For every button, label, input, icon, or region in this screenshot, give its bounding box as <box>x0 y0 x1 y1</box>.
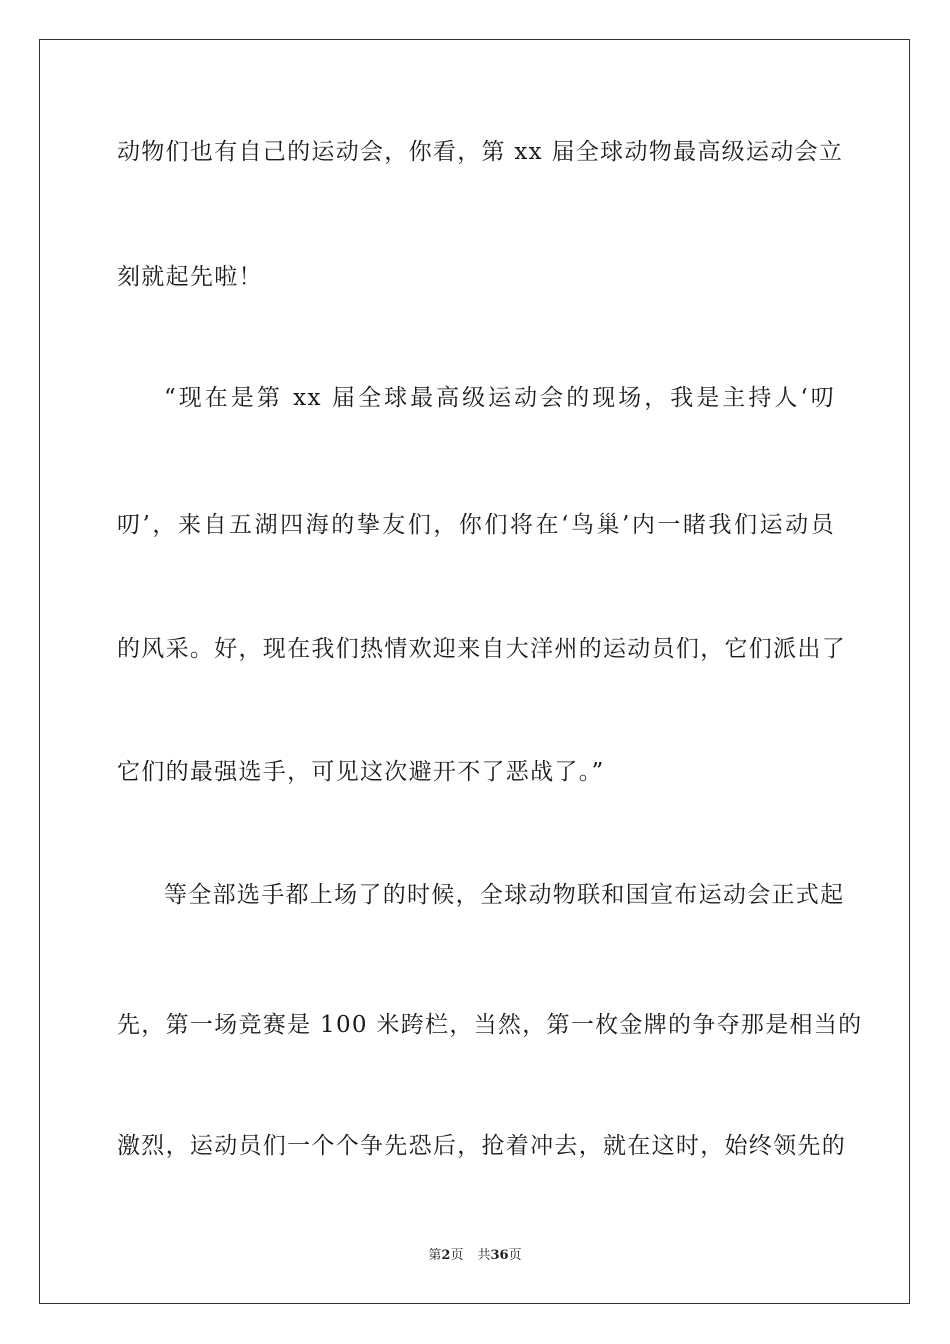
total-prefix: 共 <box>477 1248 491 1263</box>
paragraph-line: 刻就起先啦！ <box>117 264 263 290</box>
page-border <box>39 39 910 1304</box>
paragraph-line: 先，第一场竞赛是 100 米跨栏，当然，第一枚金牌的争夺那是相当的 <box>117 1012 863 1038</box>
total-pages: 36 <box>490 1248 509 1263</box>
page-prefix: 第 <box>428 1248 442 1263</box>
paragraph-line: 它们的最强选手，可见这次避开不了恶战了。” <box>117 759 605 785</box>
paragraph-line: 等全部选手都上场了的时候，全球动物联和国宣布运动会正式起 <box>164 882 845 908</box>
total-suffix: 页 <box>508 1248 522 1263</box>
page-number: 2 <box>441 1248 451 1263</box>
page-suffix: 页 <box>450 1248 464 1263</box>
paragraph-line: 动物们也有自己的运动会，你看，第 xx 届全球动物最高级运动会立 <box>117 139 844 165</box>
page-footer <box>0 1247 950 1265</box>
paragraph-line: 的风采。好，现在我们热情欢迎来自大洋州的运动员们，它们派出了 <box>117 636 846 662</box>
paragraph-line: 叨’，来自五湖四海的挚友们，你们将在‘鸟巢’内一睹我们运动员 <box>117 512 835 538</box>
paragraph-line: 激烈，运动员们一个个争先恐后，抢着冲去，就在这时，始终领先的 <box>117 1133 846 1159</box>
paragraph-line: “现在是第 xx 届全球最高级运动会的现场，我是主持人‘叨 <box>164 385 835 411</box>
